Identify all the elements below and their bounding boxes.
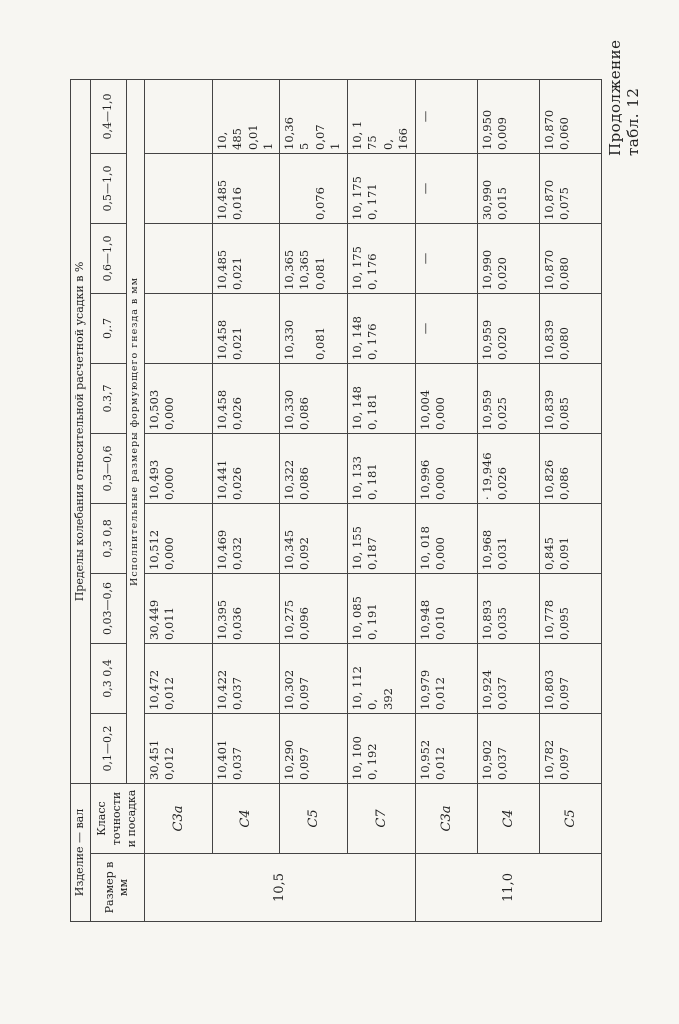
cell-value: 0,020 bbox=[495, 257, 510, 290]
cell-value: 166 bbox=[396, 128, 411, 150]
cell-value: 10,950 bbox=[479, 109, 494, 150]
value-cell bbox=[279, 434, 347, 504]
cell-value: 0,021 bbox=[230, 257, 245, 290]
cell-value: 0,097 bbox=[557, 677, 572, 710]
value-cell bbox=[415, 714, 477, 784]
cell-value: 0,037 bbox=[230, 677, 245, 710]
cell-value: 0,037 bbox=[230, 747, 245, 780]
value-cell bbox=[144, 714, 212, 784]
value-cell bbox=[477, 574, 539, 644]
value-cell bbox=[347, 79, 415, 153]
cell-value: 0,086 bbox=[557, 467, 572, 500]
value-cell bbox=[415, 644, 477, 714]
class-cell: C3a bbox=[415, 784, 477, 854]
value-cell bbox=[212, 364, 279, 434]
cell-value: 0,009 bbox=[495, 117, 510, 150]
cell-value: 10, 133 bbox=[349, 456, 364, 500]
range-header: 0,5—1,0 bbox=[91, 154, 127, 224]
value-cell bbox=[539, 434, 601, 504]
cell-value: 0,011 bbox=[162, 607, 177, 640]
value-cell bbox=[347, 714, 415, 784]
value-cell bbox=[415, 154, 477, 224]
cell-value: 0,026 bbox=[230, 397, 245, 430]
value-cell bbox=[144, 154, 212, 224]
value-cell bbox=[144, 574, 212, 644]
cell-value: 0, 181 bbox=[365, 393, 380, 430]
value-cell bbox=[347, 504, 415, 574]
cell-value: 0,01 bbox=[245, 124, 260, 150]
range-header: 0,03—0,6 bbox=[91, 574, 127, 644]
class-cell: C5 bbox=[539, 784, 601, 854]
product-header: Изделие — вал bbox=[71, 784, 91, 922]
cell-value: 10,948 bbox=[417, 599, 432, 640]
cell-value: 0,020 bbox=[495, 327, 510, 360]
cell-value: 5 bbox=[297, 142, 312, 150]
value-cell bbox=[144, 644, 212, 714]
cell-value: 10,968 bbox=[479, 529, 494, 570]
cell-value: 0,095 bbox=[557, 607, 572, 640]
value-cell bbox=[347, 574, 415, 644]
value-cell bbox=[477, 644, 539, 714]
table-row bbox=[212, 79, 279, 921]
cell-value: 10,401 bbox=[214, 739, 229, 780]
cell-value: 0,037 bbox=[495, 677, 510, 710]
cell-value: — bbox=[417, 110, 432, 123]
range-header: 0,6—1,0 bbox=[91, 224, 127, 294]
cell-value: 10,924 bbox=[479, 669, 494, 710]
cell-value: 0,026 bbox=[230, 467, 245, 500]
cell-value: 0,026 bbox=[495, 467, 510, 500]
cell-value: 0, 192 bbox=[365, 743, 380, 780]
cell-value: 0,012 bbox=[433, 677, 448, 710]
value-cell bbox=[539, 504, 601, 574]
size-cell: 11,0 bbox=[415, 854, 601, 922]
class-cell: C4 bbox=[212, 784, 279, 854]
value-cell bbox=[279, 79, 347, 153]
cell-value: 10,826 bbox=[541, 459, 556, 500]
cell-value: 0,081 bbox=[312, 257, 327, 290]
table-row bbox=[539, 79, 601, 921]
cell-value: 0,032 bbox=[230, 537, 245, 570]
cell-value: 10,275 bbox=[281, 599, 296, 640]
cell-value: 10,870 bbox=[541, 109, 556, 150]
value-cell bbox=[212, 714, 279, 784]
cell-value: 0,097 bbox=[557, 747, 572, 780]
value-cell bbox=[477, 504, 539, 574]
value-cell bbox=[144, 364, 212, 434]
class-header: Класс точности и посадка bbox=[91, 784, 145, 854]
range-header: 0,3—0,6 bbox=[91, 434, 127, 504]
cell-value: 10, 175 bbox=[349, 176, 364, 220]
cell-value: 0,000 bbox=[433, 537, 448, 570]
cell-value bbox=[282, 157, 298, 220]
value-cell bbox=[212, 644, 279, 714]
cell-value: 0,080 bbox=[557, 327, 572, 360]
value-cell bbox=[212, 294, 279, 364]
cell-value: 0,096 bbox=[297, 607, 312, 640]
cell-value: 75 bbox=[365, 135, 380, 150]
table-row bbox=[144, 79, 212, 921]
cell-value: 10,365 bbox=[297, 249, 312, 290]
cell-value: 10, 148 bbox=[349, 316, 364, 360]
table-body bbox=[144, 79, 601, 921]
cell-value: 10,441 bbox=[214, 459, 229, 500]
cell-value: 0,012 bbox=[162, 677, 177, 710]
cell-value: 0, 176 bbox=[365, 253, 380, 290]
cell-value: 0,086 bbox=[297, 397, 312, 430]
value-cell bbox=[539, 294, 601, 364]
value-cell bbox=[477, 434, 539, 504]
value-cell bbox=[477, 294, 539, 364]
cell-value: 10,485 bbox=[214, 179, 229, 220]
value-cell bbox=[279, 504, 347, 574]
cell-value: 10,959 bbox=[479, 319, 494, 360]
cell-value: 10,395 bbox=[214, 599, 229, 640]
cell-value: 0,000 bbox=[162, 467, 177, 500]
cell-value: 10, 100 bbox=[349, 736, 364, 780]
cell-value: 10,485 bbox=[214, 249, 229, 290]
cell-value: 0, bbox=[380, 139, 395, 150]
value-cell bbox=[212, 154, 279, 224]
cell-value: 0,097 bbox=[297, 747, 312, 780]
table-caption: Продолжение табл. 12 bbox=[606, 39, 642, 156]
cell-value: — bbox=[417, 322, 432, 335]
cell-value: 0,016 bbox=[230, 187, 245, 220]
cell-value: 0, 191 bbox=[365, 603, 380, 640]
cell-value: 10,322 bbox=[281, 459, 296, 500]
value-cell bbox=[347, 434, 415, 504]
cell-value: 0,845 bbox=[541, 537, 556, 570]
cell-value: 0,080 bbox=[557, 257, 572, 290]
cell-value: 10,365 bbox=[281, 249, 296, 290]
cell-value: 0,036 bbox=[230, 607, 245, 640]
cell-value: 10,458 bbox=[214, 389, 229, 430]
cell-value bbox=[297, 297, 313, 360]
data-table bbox=[70, 79, 602, 922]
cell-value: 10, 175 bbox=[349, 246, 364, 290]
table-row bbox=[415, 79, 477, 921]
cell-value: 10,902 bbox=[479, 739, 494, 780]
value-cell bbox=[347, 644, 415, 714]
cell-value: 10, 112 bbox=[349, 666, 364, 710]
value-cell bbox=[212, 434, 279, 504]
value-cell bbox=[144, 224, 212, 294]
class-cell: C4 bbox=[477, 784, 539, 854]
cell-value: 10,512 bbox=[146, 529, 161, 570]
value-cell bbox=[347, 224, 415, 294]
value-cell bbox=[539, 574, 601, 644]
cell-value: 0,000 bbox=[433, 467, 448, 500]
range-header: 0,4—1,0 bbox=[91, 79, 127, 153]
value-cell bbox=[415, 574, 477, 644]
value-cell bbox=[347, 364, 415, 434]
cell-value: 30,449 bbox=[146, 599, 161, 640]
cell-value: 0, 171 bbox=[365, 183, 380, 220]
value-cell bbox=[279, 154, 347, 224]
cell-value: 10,979 bbox=[417, 669, 432, 710]
cell-value: 10,803 bbox=[541, 669, 556, 710]
cell-value: 10, 1 bbox=[349, 120, 364, 150]
cell-value: 0,085 bbox=[557, 397, 572, 430]
cell-value: 10,503 bbox=[146, 389, 161, 430]
cell-value: 10, 155 bbox=[349, 526, 364, 570]
range-header: 0,3 0,4 bbox=[91, 644, 127, 714]
cell-value: 10,870 bbox=[541, 249, 556, 290]
value-cell bbox=[279, 714, 347, 784]
cell-value: · 19,946 bbox=[479, 452, 494, 500]
value-cell bbox=[415, 504, 477, 574]
value-cell bbox=[144, 504, 212, 574]
cell-value: 30,451 bbox=[146, 739, 161, 780]
cell-value: 10,469 bbox=[214, 529, 229, 570]
cell-value: 10,290 bbox=[281, 739, 296, 780]
cell-value: 0,097 bbox=[297, 677, 312, 710]
cell-value: 0,025 bbox=[495, 397, 510, 430]
cell-value: 0,010 bbox=[433, 607, 448, 640]
cell-value: 30,990 bbox=[479, 179, 494, 220]
class-cell: C3a bbox=[144, 784, 212, 854]
cell-value: 0,035 bbox=[495, 607, 510, 640]
range-header: 0.3,7 bbox=[91, 364, 127, 434]
cell-value: 0,037 bbox=[495, 747, 510, 780]
cell-value: 0,07 bbox=[312, 124, 327, 150]
cell-value: 10,996 bbox=[417, 459, 432, 500]
cell-value: 0,076 bbox=[312, 187, 327, 220]
cell-value: 10, 018 bbox=[417, 526, 432, 570]
value-cell bbox=[279, 224, 347, 294]
value-cell bbox=[477, 79, 539, 153]
value-cell bbox=[279, 294, 347, 364]
class-cell: C5 bbox=[279, 784, 347, 854]
value-cell bbox=[539, 364, 601, 434]
value-cell bbox=[539, 224, 601, 294]
value-cell bbox=[415, 224, 477, 294]
range-header: 0,1—0,2 bbox=[91, 714, 127, 784]
value-cell bbox=[347, 294, 415, 364]
cell-value: 0,091 bbox=[557, 537, 572, 570]
cell-value: 10,330 bbox=[281, 389, 296, 430]
value-cell bbox=[279, 574, 347, 644]
value-cell bbox=[539, 714, 601, 784]
cell-value: 0,187 bbox=[365, 537, 380, 570]
cell-value: 0,081 bbox=[312, 327, 327, 360]
value-cell bbox=[539, 644, 601, 714]
value-cell bbox=[539, 154, 601, 224]
value-cell bbox=[212, 224, 279, 294]
cell-value: 10,778 bbox=[541, 599, 556, 640]
cell-value: 10,422 bbox=[214, 669, 229, 710]
limits-title: Пределы колебания относительной расчетной усадки в % bbox=[71, 79, 91, 783]
cell-value: 485 bbox=[230, 128, 245, 150]
value-cell bbox=[144, 79, 212, 153]
size-cell: 10,5 bbox=[144, 854, 415, 922]
cell-value: 0,012 bbox=[433, 747, 448, 780]
cell-value: 10,959 bbox=[479, 389, 494, 430]
value-cell bbox=[212, 574, 279, 644]
cell-value: 0,031 bbox=[495, 537, 510, 570]
cell-value: 392 bbox=[380, 688, 395, 710]
cell-value: 10,493 bbox=[146, 459, 161, 500]
value-cell bbox=[212, 79, 279, 153]
value-cell bbox=[279, 644, 347, 714]
cell-value: 10, 085 bbox=[349, 596, 364, 640]
cell-value: 10,839 bbox=[541, 389, 556, 430]
class-cell: C7 bbox=[347, 784, 415, 854]
value-cell bbox=[415, 294, 477, 364]
cell-value: 0, 181 bbox=[365, 463, 380, 500]
size-header: Размер в мм bbox=[91, 854, 145, 922]
cell-value: 0,021 bbox=[230, 327, 245, 360]
cell-value: 10, bbox=[214, 131, 229, 150]
value-cell bbox=[477, 714, 539, 784]
cell-value: — bbox=[417, 252, 432, 265]
cell-value: 0,086 bbox=[297, 467, 312, 500]
table-row bbox=[279, 79, 347, 921]
range-header: 0,.7 bbox=[91, 294, 127, 364]
value-cell bbox=[539, 79, 601, 153]
value-cell bbox=[477, 154, 539, 224]
cell-value: 1 bbox=[261, 142, 276, 150]
cell-value: 10,952 bbox=[417, 739, 432, 780]
cell-value: 10,345 bbox=[281, 529, 296, 570]
cell-value: 10,302 bbox=[281, 669, 296, 710]
cell-value: 0,000 bbox=[162, 537, 177, 570]
cell-value: 0,000 bbox=[433, 397, 448, 430]
cell-value: 10, 148 bbox=[349, 386, 364, 430]
cell-value: 10,782 bbox=[541, 739, 556, 780]
cell-value: 0,012 bbox=[162, 747, 177, 780]
cell-value: 10,36 bbox=[281, 117, 296, 150]
value-cell bbox=[415, 79, 477, 153]
table-row bbox=[477, 79, 539, 921]
value-cell bbox=[415, 434, 477, 504]
value-cell bbox=[415, 364, 477, 434]
cell-value: 0,075 bbox=[557, 187, 572, 220]
cell-value: 0,060 bbox=[557, 117, 572, 150]
cell-value bbox=[297, 157, 313, 220]
cell-value: 0,092 bbox=[297, 537, 312, 570]
cell-value: 0,000 bbox=[162, 397, 177, 430]
cell-value: 10,330 bbox=[281, 319, 296, 360]
cell-value: 10,870 bbox=[541, 179, 556, 220]
subheader: Исполнительные размеры формующего гнезда в мм bbox=[127, 79, 145, 783]
cell-value: — bbox=[417, 182, 432, 195]
range-header: 0,3 0,8 bbox=[91, 504, 127, 574]
value-cell bbox=[144, 434, 212, 504]
value-cell bbox=[279, 364, 347, 434]
value-cell bbox=[144, 294, 212, 364]
cell-value: 10,458 bbox=[214, 319, 229, 360]
value-cell bbox=[477, 224, 539, 294]
cell-value: 10,839 bbox=[541, 319, 556, 360]
table-row bbox=[347, 79, 415, 921]
cell-value: 0, bbox=[365, 699, 380, 710]
cell-value: 0, 176 bbox=[365, 323, 380, 360]
value-cell bbox=[347, 154, 415, 224]
cell-value: 0,015 bbox=[495, 187, 510, 220]
cell-value: 10,004 bbox=[417, 389, 432, 430]
cell-value: 10,893 bbox=[479, 599, 494, 640]
value-cell bbox=[212, 504, 279, 574]
cell-value: 1 bbox=[328, 142, 343, 150]
value-cell bbox=[477, 364, 539, 434]
cell-value: 10,472 bbox=[146, 669, 161, 710]
cell-value: 10,990 bbox=[479, 249, 494, 290]
